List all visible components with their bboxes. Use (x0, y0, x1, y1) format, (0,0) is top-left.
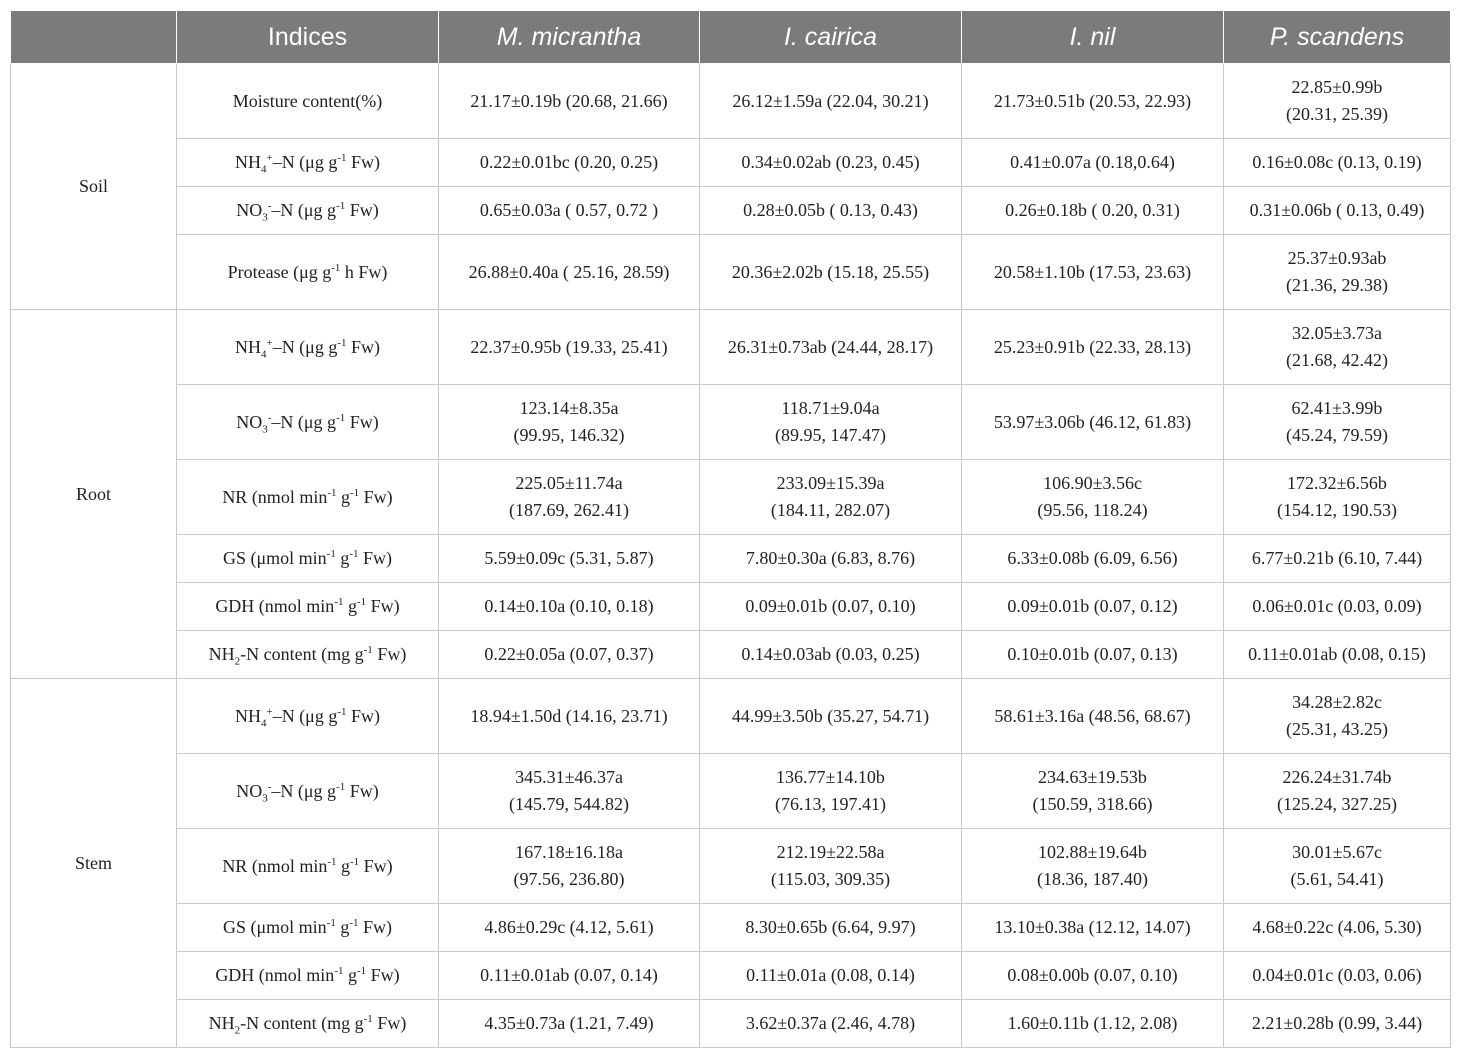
value-text: 6.33±0.08b (6.09, 6.56) (1007, 548, 1178, 568)
value-cell (1224, 385, 1451, 460)
value-cell (1224, 631, 1451, 679)
index-label: GS (μmol $\min^{-1} g^{-1}$ Fw) (177, 904, 439, 952)
value-cell (1224, 583, 1451, 631)
value-cell (700, 535, 962, 583)
value-text: 0.41±0.07a (0.18,0.64) (1010, 152, 1175, 172)
value-text: 118.71±9.04a (781, 398, 880, 418)
table-row (11, 1000, 1451, 1048)
value-text: 21.73±0.51b (20.53, 22.93) (993, 90, 1192, 111)
index-label: $NO_3^--N$ (μg $g^{-1}$ Fw) (177, 385, 439, 460)
index-label: $NH_2-N$ content (mg $g^{-1}$ Fw) (177, 631, 439, 679)
value-text: 18.94±1.50d (14.16, 23.71) (470, 705, 668, 726)
header-species: I. cairica (700, 11, 962, 64)
value-text: 0.11±0.01a (0.08, 0.14) (746, 965, 915, 985)
value-cell (1224, 904, 1451, 952)
value-text: 7.80±0.30a (6.83, 8.76) (745, 548, 916, 568)
value-cell (439, 1000, 700, 1048)
value-text: 25.23±0.91b (22.33, 28.13) (993, 336, 1192, 357)
value-cell (439, 631, 700, 679)
value-text: (154.12, 190.53) (1277, 500, 1397, 520)
header-indices: Indices (177, 11, 439, 64)
value-text: 172.32±6.56b (1287, 473, 1387, 493)
value-cell (700, 679, 962, 754)
index-label: $NO_3^--N$ (μg $g^{-1}$ Fw) (177, 187, 439, 235)
value-text: 8.30±0.65b (6.64, 9.97) (745, 917, 916, 937)
value-text: 0.08±0.00b (0.07, 0.10) (1007, 965, 1178, 985)
value-cell (700, 631, 962, 679)
value-cell (439, 187, 700, 235)
value-cell (962, 679, 1224, 754)
value-text: (21.36, 29.38) (1286, 275, 1388, 295)
value-text: 102.88±19.64b (1038, 842, 1147, 862)
value-text: (18.36, 187.40) (1037, 869, 1148, 889)
value-cell (962, 583, 1224, 631)
value-cell (439, 829, 700, 904)
value-text: 22.85±0.99b (1291, 77, 1383, 97)
value-cell (439, 235, 700, 310)
value-cell (962, 829, 1224, 904)
value-text: 4.86±0.29c (4.12, 5.61) (484, 917, 654, 937)
value-text: (150.59, 318.66) (1032, 794, 1153, 814)
value-text: (95.56, 118.24) (1037, 500, 1148, 520)
value-cell (1224, 460, 1451, 535)
value-cell (1224, 235, 1451, 310)
value-text: 5.59±0.09c (5.31, 5.87) (484, 548, 654, 568)
value-text: 30.01±5.67c (1292, 842, 1382, 862)
value-cell (439, 952, 700, 1000)
value-text: 13.10±0.38a (12.12, 14.07) (994, 917, 1191, 937)
value-text: 345.31±46.37a (515, 767, 623, 787)
index-label: NR (nmol $\min^{-1} g^{-1}$ Fw) (177, 829, 439, 904)
value-cell (1224, 679, 1451, 754)
value-text: 0.11±0.01ab (0.08, 0.15) (1248, 644, 1426, 664)
table-container (10, 10, 1450, 1048)
value-text: 1.60±0.11b (1.12, 2.08) (1007, 1013, 1178, 1033)
value-cell (1224, 829, 1451, 904)
index-label: $NH_2-N$ content (mg $g^{-1}$ Fw) (177, 1000, 439, 1048)
value-text: (99.95, 146.32) (513, 425, 625, 445)
value-text: 0.04±0.01c (0.03, 0.06) (1252, 965, 1422, 985)
value-text: 32.05±3.73a (1292, 323, 1382, 343)
value-text: 26.88±0.40a ( 25.16, 28.59) (468, 261, 670, 282)
value-text: 136.77±14.10b (776, 767, 885, 787)
index-label: $NH_4^+-N$ (μg $g^{-1}$ Fw) (177, 679, 439, 754)
value-text: 20.36±2.02b (15.18, 25.55) (731, 261, 930, 282)
value-text: (5.61, 54.41) (1290, 869, 1384, 889)
value-cell (1224, 754, 1451, 829)
value-cell (1224, 187, 1451, 235)
value-text: (20.31, 25.39) (1286, 104, 1388, 124)
value-text: 58.61±3.16a (48.56, 68.67) (994, 705, 1191, 726)
table-row (11, 187, 1451, 235)
value-text: (45.24, 79.59) (1286, 425, 1388, 445)
value-text: 20.58±1.10b (17.53, 23.63) (993, 261, 1192, 282)
table-row (11, 235, 1451, 310)
header-group (11, 11, 177, 64)
table-row (11, 952, 1451, 1000)
value-cell (962, 631, 1224, 679)
value-text: (125.24, 327.25) (1277, 794, 1397, 814)
value-text: 26.31±0.73ab (24.44, 28.17) (727, 336, 934, 357)
value-cell (700, 583, 962, 631)
value-text: 3.62±0.37a (2.46, 4.78) (745, 1013, 916, 1033)
value-cell (962, 310, 1224, 385)
value-text: (25.31, 43.25) (1286, 719, 1388, 739)
table-row (11, 460, 1451, 535)
value-cell (439, 460, 700, 535)
table-row (11, 904, 1451, 952)
value-cell (439, 310, 700, 385)
value-text: (97.56, 236.80) (513, 869, 625, 889)
header-species: M. micrantha (439, 11, 700, 64)
table-row (11, 139, 1451, 187)
value-text: 0.28±0.05b ( 0.13, 0.43) (743, 200, 918, 220)
value-text: 62.41±3.99b (1291, 398, 1383, 418)
data-table (10, 10, 1451, 1048)
value-cell (962, 64, 1224, 139)
table-row (11, 679, 1451, 754)
value-text: 0.22±0.05a (0.07, 0.37) (484, 644, 654, 664)
value-cell (962, 1000, 1224, 1048)
value-cell (962, 385, 1224, 460)
value-text: 22.37±0.95b (19.33, 25.41) (470, 336, 668, 357)
value-text: (145.79, 544.82) (509, 794, 629, 814)
table-row (11, 829, 1451, 904)
value-text: 226.24±31.74b (1282, 767, 1392, 787)
value-cell (439, 385, 700, 460)
value-cell (700, 187, 962, 235)
table-row (11, 583, 1451, 631)
value-text: 0.16±0.08c (0.13, 0.19) (1252, 152, 1422, 172)
table-row (11, 535, 1451, 583)
value-text: 0.22±0.01bc (0.20, 0.25) (479, 152, 659, 172)
value-text: 234.63±19.53b (1038, 767, 1147, 787)
value-cell (962, 235, 1224, 310)
value-text: 233.09±15.39a (776, 473, 885, 493)
value-cell (439, 679, 700, 754)
value-text: 0.11±0.01ab (0.07, 0.14) (480, 965, 658, 985)
value-cell (1224, 310, 1451, 385)
table-row (11, 631, 1451, 679)
value-text: 4.68±0.22c (4.06, 5.30) (1252, 917, 1422, 937)
value-cell (700, 139, 962, 187)
value-cell (700, 460, 962, 535)
value-text: (76.13, 197.41) (775, 794, 886, 814)
value-cell (439, 64, 700, 139)
value-cell (962, 904, 1224, 952)
value-text: 0.14±0.10a (0.10, 0.18) (484, 596, 654, 616)
value-cell (1224, 952, 1451, 1000)
value-cell (700, 829, 962, 904)
value-text: 212.19±22.58a (776, 842, 885, 862)
table-row (11, 385, 1451, 460)
value-cell (962, 187, 1224, 235)
value-cell (439, 583, 700, 631)
value-text: 0.09±0.01b (0.07, 0.10) (745, 596, 916, 616)
index-label: GS (μmol $\min^{-1} g^{-1}$ Fw) (177, 535, 439, 583)
value-text: 26.12±1.59a (22.04, 30.21) (732, 90, 929, 111)
value-text: 0.09±0.01b (0.07, 0.12) (1007, 596, 1178, 616)
value-text: 6.77±0.21b (6.10, 7.44) (1251, 548, 1423, 568)
value-cell (700, 385, 962, 460)
value-cell (962, 754, 1224, 829)
value-text: 106.90±3.56c (1043, 473, 1142, 493)
table-row (11, 64, 1451, 139)
table-row (11, 754, 1451, 829)
header-row (11, 11, 1451, 64)
value-cell (700, 952, 962, 1000)
table-body (11, 64, 1451, 1048)
value-text: (115.03, 309.35) (770, 869, 891, 889)
value-text: 167.18±16.18a (515, 842, 623, 862)
value-cell (962, 460, 1224, 535)
group-label: Root (11, 310, 177, 679)
index-label: $NH_4^+-N$ (μg $g^{-1}$ Fw) (177, 139, 439, 187)
value-text: 44.99±3.50b (35.27, 54.71) (731, 705, 930, 726)
value-text: 0.14±0.03ab (0.03, 0.25) (741, 644, 920, 664)
value-text: 225.05±11.74a (515, 473, 623, 493)
value-cell (962, 535, 1224, 583)
index-label: Protease (μg $g^{-1}$ h Fw) (177, 235, 439, 310)
value-cell (439, 139, 700, 187)
index-label: GDH (nmol $\min^{-1} g^{-1}$ Fw) (177, 583, 439, 631)
value-cell (700, 1000, 962, 1048)
value-text: 34.28±2.82c (1292, 692, 1382, 712)
index-label: NR (nmol $\min^{-1} g^{-1}$ Fw) (177, 460, 439, 535)
value-text: 53.97±3.06b (46.12, 61.83) (993, 411, 1192, 432)
group-label: Stem (11, 679, 177, 1048)
value-cell (1224, 64, 1451, 139)
value-cell (439, 904, 700, 952)
value-cell (1224, 535, 1451, 583)
value-cell (700, 310, 962, 385)
value-cell (962, 139, 1224, 187)
value-cell (1224, 1000, 1451, 1048)
value-cell (700, 235, 962, 310)
value-text: 0.10±0.01b (0.07, 0.13) (1007, 644, 1178, 664)
value-text: 0.34±0.02ab (0.23, 0.45) (741, 152, 920, 172)
value-text: 4.35±0.73a (1.21, 7.49) (484, 1013, 654, 1033)
value-text: (184.11, 282.07) (770, 500, 891, 520)
value-text: 123.14±8.35a (519, 398, 619, 418)
value-text: 21.17±0.19b (20.68, 21.66) (470, 90, 668, 111)
value-text: 2.21±0.28b (0.99, 3.44) (1251, 1013, 1423, 1033)
table-row (11, 310, 1451, 385)
value-text: 0.06±0.01c (0.03, 0.09) (1252, 596, 1422, 616)
value-text: (21.68, 42.42) (1286, 350, 1388, 370)
index-label: Moisture content(%) (177, 64, 439, 139)
index-label: GDH (nmol $\min^{-1} g^{-1}$ Fw) (177, 952, 439, 1000)
value-text: 0.26±0.18b ( 0.20, 0.31) (1005, 200, 1180, 220)
value-text: 0.31±0.06b ( 0.13, 0.49) (1249, 200, 1425, 220)
value-cell (962, 952, 1224, 1000)
value-cell (700, 904, 962, 952)
value-cell (439, 535, 700, 583)
value-text: 25.37±0.93ab (1287, 248, 1387, 268)
value-cell (439, 754, 700, 829)
value-text: 0.65±0.03a ( 0.57, 0.72 ) (479, 200, 659, 220)
header-species: I. nil (962, 11, 1224, 64)
header-species: P. scandens (1224, 11, 1451, 64)
value-cell (700, 754, 962, 829)
value-text: (187.69, 262.41) (509, 500, 629, 520)
index-label: $NO_3^--N$ (μg $g^{-1}$ Fw) (177, 754, 439, 829)
group-label: Soil (11, 64, 177, 310)
value-cell (1224, 139, 1451, 187)
value-cell (700, 64, 962, 139)
value-text: (89.95, 147.47) (775, 425, 886, 445)
index-label: $NH_4^+-N$ (μg $g^{-1}$ Fw) (177, 310, 439, 385)
